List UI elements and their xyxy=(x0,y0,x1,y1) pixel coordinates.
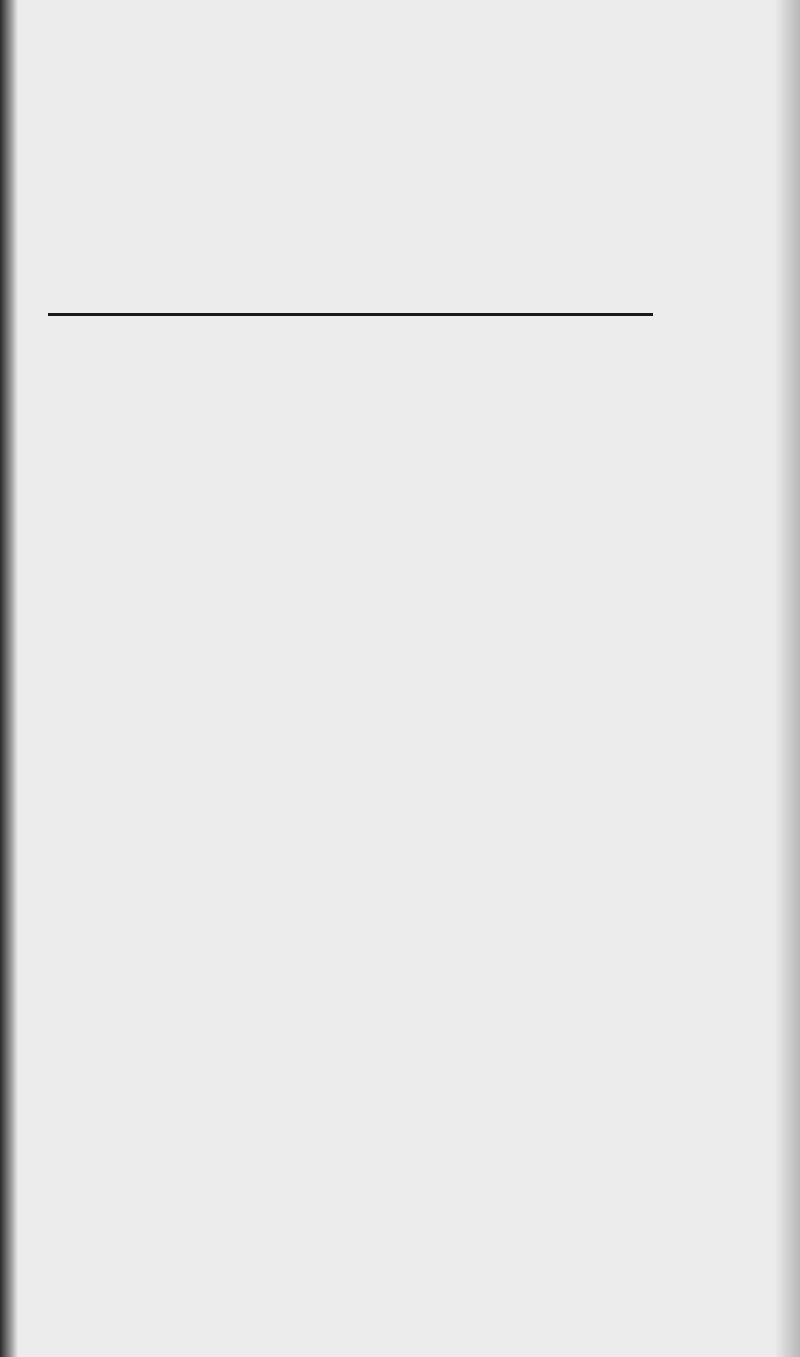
running-header xyxy=(130,82,670,122)
page-binding-shadow xyxy=(0,0,18,1357)
page-edge-shadow xyxy=(774,0,800,1357)
footnote-rule xyxy=(48,313,653,316)
